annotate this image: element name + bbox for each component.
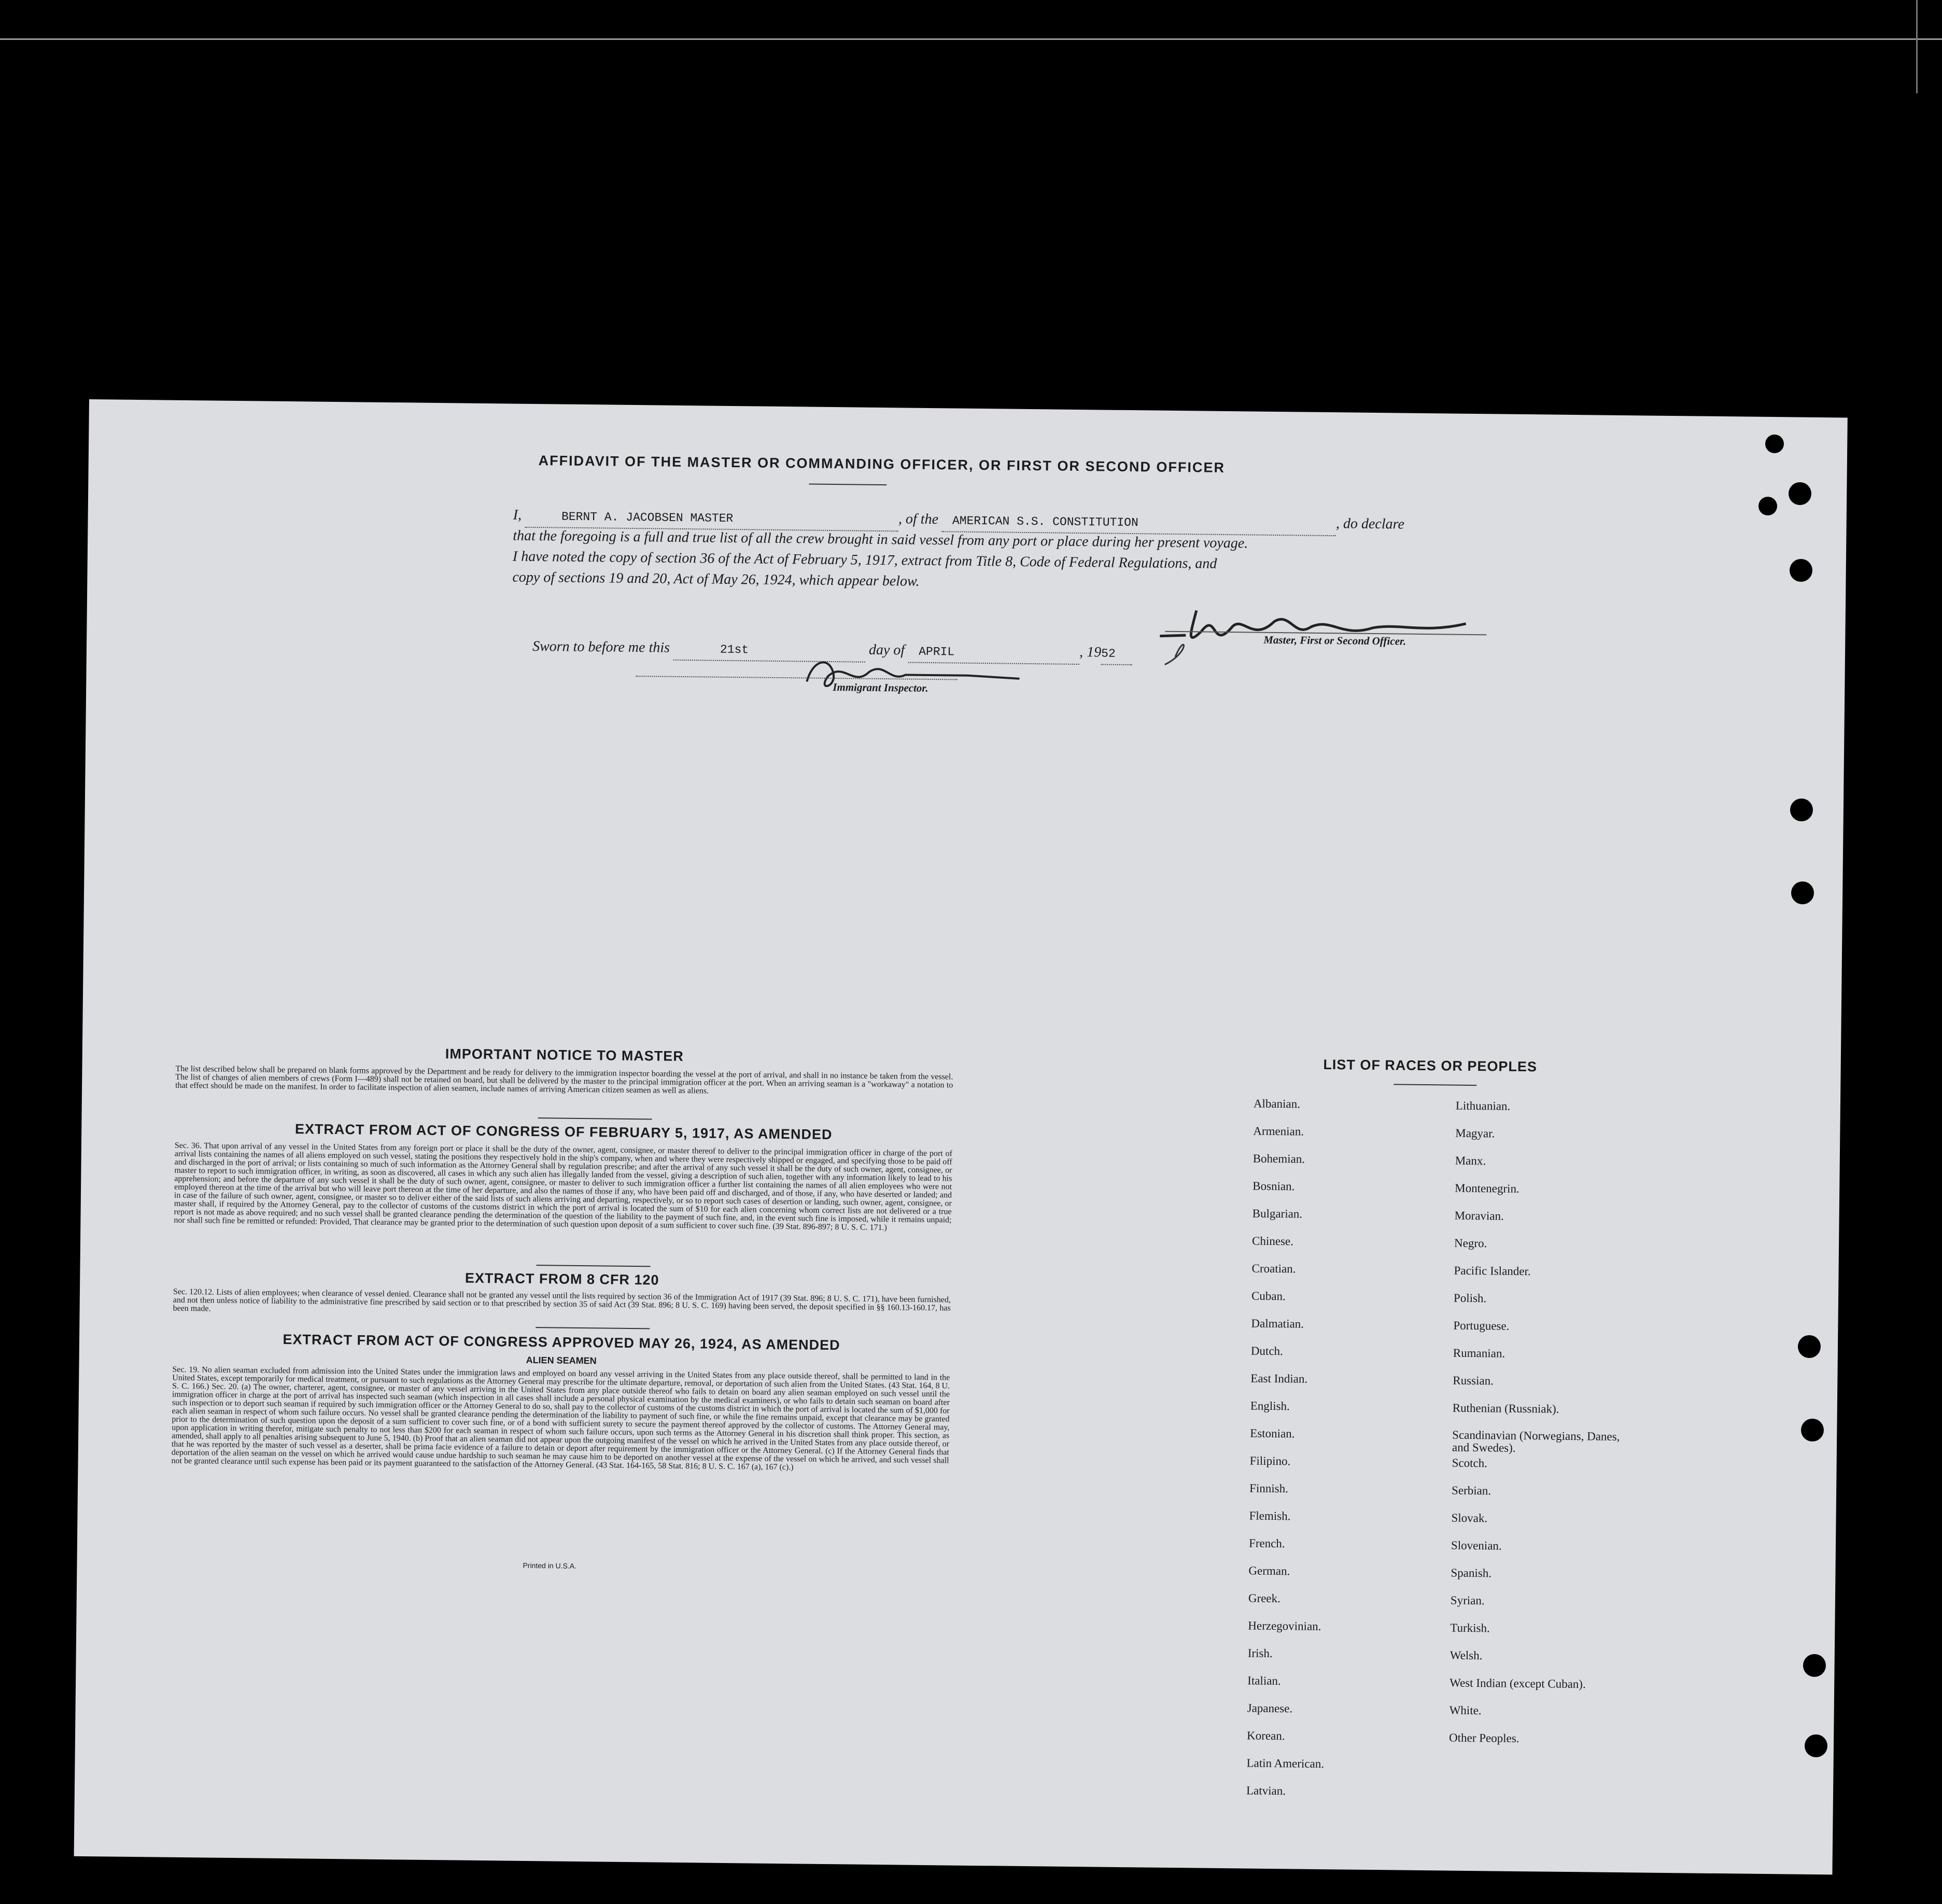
race-item: Polish. bbox=[1453, 1291, 1487, 1305]
scan-edge-line bbox=[1916, 0, 1918, 93]
extract-1917-rule bbox=[537, 1265, 651, 1267]
inspector-caption: Immigrant Inspector. bbox=[833, 681, 928, 694]
race-item: Filipino. bbox=[1249, 1454, 1291, 1468]
of-the-label: , of the bbox=[898, 511, 939, 528]
title-rule bbox=[809, 484, 886, 486]
punch-hole bbox=[1798, 1335, 1821, 1358]
affidavit-title: AFFIDAVIT OF THE MASTER OR COMMANDING OFFICER, OR FIRST OR SECOND OFFICER bbox=[538, 453, 1226, 475]
races-rule bbox=[1394, 1084, 1476, 1086]
race-item: Bohemian. bbox=[1253, 1152, 1305, 1166]
race-item: Manx. bbox=[1455, 1154, 1486, 1168]
race-item: Herzegovinian. bbox=[1248, 1619, 1321, 1633]
race-item: English. bbox=[1250, 1399, 1290, 1413]
race-item: Dutch. bbox=[1250, 1344, 1284, 1358]
race-item: Flemish. bbox=[1249, 1509, 1291, 1523]
race-item: Finnish. bbox=[1249, 1481, 1289, 1495]
race-item: Latvian. bbox=[1246, 1784, 1286, 1798]
declaration-line-4: copy of sections 19 and 20, Act of May 26, 1924, which appear below. bbox=[512, 569, 920, 590]
do-declare-label: , do declare bbox=[1335, 515, 1405, 533]
race-item: Albanian. bbox=[1253, 1097, 1301, 1111]
scan-top-line bbox=[0, 38, 1942, 40]
master-caption: Master, First or Second Officer. bbox=[1263, 633, 1406, 648]
extract-1917-text: Sec. 36. That upon arrival of any vessel in the United States from any foreign port or place it shall be the duty of the owner, agent, consignee, or master thereof to deliver to the principal immigration officer in charge of the port of arrival lists containing the names of all aliens employed on such vessel, stating the positions they respectively hold in the ship's company, when and where they were respectively shipped or engaged, and specifying those to be paid off and discharged in the port of arrival; or lists containing so much of such information as the Attorney General shall by regulation prescribe; and after the arrival of any such vessel it shall be the duty of such owner, agent, consignee, or master to report to such immigration officer, in writing, as soon as discovered, all cases in which any such alien has illegally landed from the vessel, giving a description of such alien, together with any information likely to lead to his apprehension; and before the departure of any such vessel it shall be the duty of such owner, agent, consignee, or master to deliver to such immigration officer a further list containing the names of all alien employees who were not employed thereon at the time of the arrival but who will leave port thereon at the time of her departure, and also the names of those if any, who have been paid off and discharged, and of those, if any, who have deserted or landed; and in case of the failure of such owner, agent, consignee, or master so to deliver either of the said lists of such aliens arriving and departing, respectively, or so to report such cases of desertion or landing, such owner, agent, consignee, or master shall, if required by the Attorney General, pay to the collector of customs of the customs district in which the port of arrival is located the sum of $10 for each alien concerning whom correct lists are not delivered or a true report is not made as above required; and no such vessel shall be granted clearance pending the determination of the question of the liability to the payment of such fine, and, in the event such fine is imposed, while it remains unpaid; nor shall such fine be remitted or refunded: Provided, That clearance may be granted prior to the determination of such question upon deposit of a sum sufficient to cover such fine. (39 Stat. 896-897; 8 U. S. C. 171.) bbox=[174, 1141, 952, 1233]
extract-1917-title: EXTRACT FROM ACT OF CONGRESS OF FEBRUARY 5, 1917, AS AMENDED bbox=[294, 1121, 833, 1143]
race-item: Estonian. bbox=[1250, 1426, 1295, 1440]
race-item: White. bbox=[1449, 1703, 1482, 1717]
punch-hole bbox=[1758, 497, 1777, 515]
printed-in-usa: Printed in U.S.A. bbox=[523, 1561, 577, 1570]
sworn-label: Sworn to before me this bbox=[532, 638, 670, 656]
race-item: Chinese. bbox=[1251, 1234, 1294, 1248]
punch-hole bbox=[1801, 1419, 1824, 1441]
extract-1924-text: Sec. 19. No alien seaman excluded from admission into the United States under the immigration laws and employed on board any vessel arriving in the United States from any place outside thereof, shall be permitted to land in the United States, except temporarily for medical treatment, or pursuant to such regulations as the Attorney General may prescribe for the ultimate departure, removal, or deportation of such alien from the United States. (43 Stat. 164, 8 U. S. C. 166.) Sec. 20. (a) The owner, charterer, agent, consignee, or master of any vessel arriving in the United States from any place outside thereof who fails to detain on board any alien seaman employed on such vessel until the immigration officer in charge at the port of arrival has inspected such seaman (which inspection in all cases shall include a personal physical examination by the medical examiners), or who fails to detain such seaman on board after such inspection or to deport such seaman if required by such immigration officer or the Attorney General to do so, shall pay to the collector of customs of the customs district in which the port of arrival is located the sum of $1,000 for each alien seaman in respect of whom such failure occurs. No vessel shall be granted clearance pending the determination of the liability to payment of such fine, or while the fine remains unpaid, except that clearance may be granted prior to the determination of such question upon the deposit of a sum sufficient to cover such fine, or of a bond with sufficient surety to secure the payment thereof approved by the collector of customs. The Attorney General may, upon application in writing therefor, mitigate such penalty to not less than $200 for each seaman in respect of whom such failure occurs, upon such terms as the Attorney General in his discretion shall think proper. This section, as amended, shall apply to all penalties arising subsequent to June 5, 1940. (b) Proof that an alien seaman did not appear upon the outgoing manifest of the vessel on which he arrived in the United States from any place outside thereof, or that he was reported by the master of such vessel as a deserter, shall be prima facie evidence of a failure to detain or deport after requirement by the immigration officer or the Attorney General. (c) If the Attorney General finds that deportation of the alien seaman on the vessel on which he arrived would cause undue hardship to such seaman he may cause him to be deported on another vessel at the expense of the vessel on which he arrived, and such vessel shall not be granted clearance until such expense has been paid or its payment guaranteed to the satisfaction of the Attorney General. (43 Stat. 164-165, 58 Stat. 816; 8 U. S. C. 167 (a), 167 (c).) bbox=[171, 1365, 950, 1472]
race-item: Dalmatian. bbox=[1251, 1317, 1304, 1331]
race-item: Negro. bbox=[1454, 1236, 1487, 1250]
race-item: Montenegrin. bbox=[1455, 1181, 1519, 1195]
master-name-value: BERNT A. JACOBSEN MASTER bbox=[561, 510, 734, 526]
race-item: Syrian. bbox=[1450, 1593, 1485, 1607]
race-item: German. bbox=[1248, 1564, 1290, 1578]
extract-1924-title: EXTRACT FROM ACT OF CONGRESS APPROVED MAY 26, 1924, AS AMENDED bbox=[283, 1332, 840, 1353]
vessel-value: AMERICAN S.S. CONSTITUTION bbox=[952, 514, 1138, 530]
race-item: Armenian. bbox=[1253, 1124, 1304, 1138]
race-item: Latin American. bbox=[1246, 1756, 1325, 1771]
punch-hole bbox=[1791, 881, 1814, 904]
extract-cfr-text: Sec. 120.12. Lists of alien employees; when clearance of vessel denied. Clearance shall not be granted any vessel until the lists required by section 36 of the Immigration Act of 1917 (39 Stat. 896; 8 U. S. C. 171), have been furnished, and not then unless notice of liability to the administrative fine prescribed by said section or to that prescribed by section 35 of said Act (39 Stat. 896; 8 U. S. C. 169) having been served, the deposit specified in §§ 160.13-160.17, has been made. bbox=[173, 1287, 951, 1313]
punch-hole bbox=[1805, 1734, 1827, 1757]
race-item: Italian. bbox=[1247, 1674, 1281, 1688]
notice-rule bbox=[538, 1117, 652, 1119]
race-item: Slovenian. bbox=[1451, 1538, 1502, 1552]
race-item: Spanish. bbox=[1451, 1566, 1492, 1580]
day-of-label: day of bbox=[868, 641, 905, 659]
race-item: Slovak. bbox=[1451, 1511, 1488, 1525]
declaration-line-3: I have noted the copy of section 36 of the Act of February 5, 1917, extract from Title 8, Code of Federal Regulations, and bbox=[512, 548, 1217, 572]
year-field bbox=[1101, 642, 1132, 665]
sworn-day-value: 21st bbox=[720, 642, 749, 657]
punch-hole bbox=[1803, 1654, 1826, 1677]
race-item: French. bbox=[1248, 1536, 1285, 1550]
race-item: Portuguese. bbox=[1453, 1319, 1510, 1333]
sworn-month-value: APRIL bbox=[919, 645, 955, 659]
race-item: Bosnian. bbox=[1253, 1179, 1295, 1193]
punch-hole bbox=[1765, 435, 1784, 453]
race-item: East Indian. bbox=[1250, 1371, 1308, 1385]
race-item: Ruthenian (Russniak). bbox=[1452, 1401, 1559, 1416]
year-value: 52 bbox=[1101, 647, 1116, 661]
race-item: Lithuanian. bbox=[1455, 1099, 1511, 1113]
i-label: I, bbox=[513, 507, 522, 523]
year-prefix: , 19 bbox=[1079, 644, 1102, 661]
race-item: Greek. bbox=[1248, 1591, 1280, 1605]
race-item: Magyar. bbox=[1455, 1126, 1495, 1140]
race-item: Japanese. bbox=[1247, 1701, 1293, 1715]
punch-hole bbox=[1789, 482, 1811, 505]
race-item: Scotch. bbox=[1452, 1456, 1488, 1470]
race-item: Turkish. bbox=[1450, 1621, 1490, 1635]
extract-1924-subtitle: ALIEN SEAMEN bbox=[526, 1354, 597, 1366]
document-page bbox=[74, 399, 1848, 1874]
race-item: Scandinavian (Norwegians, Danes, and Swedes). bbox=[1452, 1428, 1620, 1454]
extract-cfr-rule bbox=[536, 1327, 650, 1329]
notice-text: The list described below shall be prepared on blank forms approved by the Department and be ready for delivery to the immigration inspector boarding the vessel at the port of arrival, and shall in no instance be taken from the vessel. The list of changes of alien members of crews (Form I—489) shall not be retained on board, but shall be delivered by the master to the principal immigration officer at the port. When an arriving seaman is a "workaway" a notation to that effect should be made on the manifest. In order to facilitate inspection of alien seamen, include names of arriving American citizen seamen as well as aliens. bbox=[175, 1064, 953, 1096]
race-item: Bulgarian. bbox=[1252, 1207, 1303, 1221]
race-item: Rumanian. bbox=[1453, 1346, 1505, 1360]
race-item: Pacific Islander. bbox=[1454, 1264, 1531, 1278]
race-item: Irish. bbox=[1247, 1646, 1273, 1660]
race-item: Serbian. bbox=[1451, 1483, 1491, 1497]
race-item: Welsh. bbox=[1450, 1648, 1483, 1662]
race-item: Moravian. bbox=[1454, 1209, 1504, 1223]
races-title: LIST OF RACES OR PEOPLES bbox=[1323, 1056, 1538, 1075]
declaration-line-2: that the foregoing is a full and true list of all the crew brought in said vessel from any port or place during her present voyage. bbox=[513, 527, 1248, 552]
extract-cfr-title: EXTRACT FROM 8 CFR 120 bbox=[465, 1270, 659, 1288]
race-item: Cuban. bbox=[1251, 1289, 1286, 1303]
race-item: Russian. bbox=[1453, 1374, 1494, 1388]
punch-hole bbox=[1790, 799, 1813, 821]
punch-hole bbox=[1790, 559, 1812, 582]
notice-title: IMPORTANT NOTICE TO MASTER bbox=[445, 1046, 684, 1065]
race-item: Korean. bbox=[1247, 1729, 1285, 1743]
race-item: Croatian. bbox=[1251, 1262, 1296, 1276]
race-item: West Indian (except Cuban). bbox=[1450, 1676, 1586, 1691]
race-item: Other Peoples. bbox=[1448, 1731, 1519, 1745]
